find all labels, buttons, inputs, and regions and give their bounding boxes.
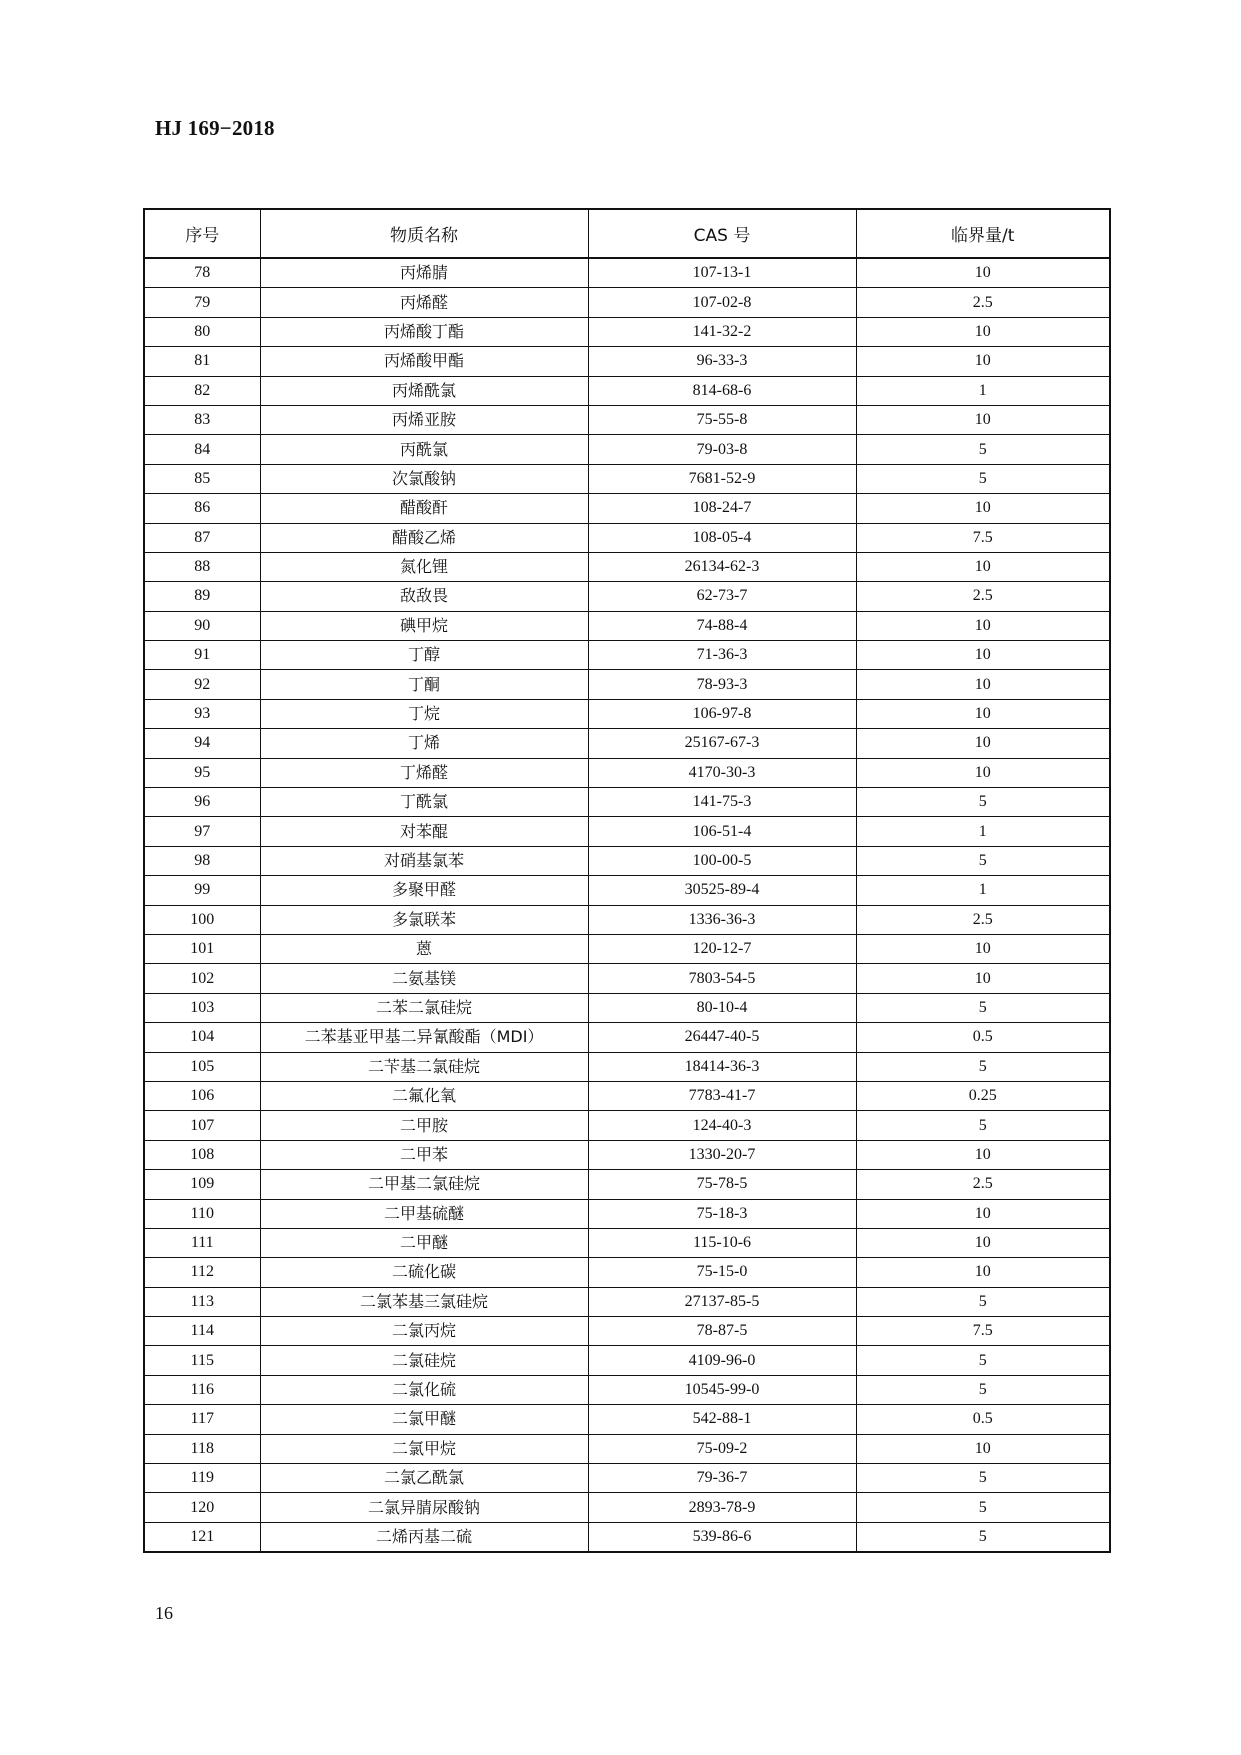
substance-name: 二甲醚 xyxy=(260,1228,588,1257)
cas-number: 106-97-8 xyxy=(588,699,856,728)
table-row xyxy=(144,435,1110,464)
column-header-number: 序号 xyxy=(144,209,260,258)
table-row xyxy=(144,552,1110,581)
column-header-cas-number: CAS 号 xyxy=(588,209,856,258)
cas-number: 25167-67-3 xyxy=(588,729,856,758)
row-number: 104 xyxy=(144,1023,260,1052)
threshold-quantity: 10 xyxy=(856,405,1110,434)
cas-number: 2893-78-9 xyxy=(588,1493,856,1522)
table-row xyxy=(144,523,1110,552)
row-number: 95 xyxy=(144,758,260,787)
substance-name: 丙烯醛 xyxy=(260,288,588,317)
cas-number: 107-02-8 xyxy=(588,288,856,317)
cas-number: 75-55-8 xyxy=(588,405,856,434)
threshold-quantity: 1 xyxy=(856,817,1110,846)
row-number: 103 xyxy=(144,993,260,1022)
threshold-quantity: 0.25 xyxy=(856,1081,1110,1110)
table-row xyxy=(144,405,1110,434)
threshold-quantity: 5 xyxy=(856,1522,1110,1552)
cas-number: 79-03-8 xyxy=(588,435,856,464)
threshold-quantity: 5 xyxy=(856,1287,1110,1316)
threshold-quantity: 10 xyxy=(856,1258,1110,1287)
cas-number: 78-93-3 xyxy=(588,670,856,699)
threshold-quantity: 5 xyxy=(856,846,1110,875)
threshold-quantity: 5 xyxy=(856,464,1110,493)
table-row xyxy=(144,1199,1110,1228)
table-row xyxy=(144,1375,1110,1404)
table-row xyxy=(144,758,1110,787)
substance-name: 二苯基亚甲基二异氰酸酯（MDI） xyxy=(260,1023,588,1052)
table-row xyxy=(144,1258,1110,1287)
substance-name: 氮化锂 xyxy=(260,552,588,581)
threshold-quantity: 10 xyxy=(856,641,1110,670)
substance-name: 多氯联苯 xyxy=(260,905,588,934)
substance-name: 多聚甲醛 xyxy=(260,876,588,905)
threshold-quantity: 10 xyxy=(856,347,1110,376)
substance-name: 丁烯 xyxy=(260,729,588,758)
row-number: 78 xyxy=(144,258,260,288)
row-number: 117 xyxy=(144,1405,260,1434)
substance-name: 丙烯腈 xyxy=(260,258,588,288)
column-header-substance-name: 物质名称 xyxy=(260,209,588,258)
cas-number: 71-36-3 xyxy=(588,641,856,670)
table-row xyxy=(144,1346,1110,1375)
threshold-quantity: 7.5 xyxy=(856,523,1110,552)
row-number: 85 xyxy=(144,464,260,493)
row-number: 82 xyxy=(144,376,260,405)
table-row xyxy=(144,1522,1110,1552)
threshold-quantity: 10 xyxy=(856,670,1110,699)
substance-name: 二氯异腈尿酸钠 xyxy=(260,1493,588,1522)
threshold-quantity: 10 xyxy=(856,1434,1110,1463)
row-number: 91 xyxy=(144,641,260,670)
table-row xyxy=(144,934,1110,963)
cas-number: 27137-85-5 xyxy=(588,1287,856,1316)
table-row xyxy=(144,670,1110,699)
row-number: 107 xyxy=(144,1111,260,1140)
row-number: 97 xyxy=(144,817,260,846)
cas-number: 7803-54-5 xyxy=(588,964,856,993)
substance-name: 对硝基氯苯 xyxy=(260,846,588,875)
threshold-quantity: 2.5 xyxy=(856,582,1110,611)
table-row xyxy=(144,347,1110,376)
cas-number: 141-32-2 xyxy=(588,317,856,346)
table-row xyxy=(144,317,1110,346)
table-row xyxy=(144,876,1110,905)
table-header-row xyxy=(144,209,1110,258)
substance-name: 二甲胺 xyxy=(260,1111,588,1140)
substance-name: 敌敌畏 xyxy=(260,582,588,611)
table-row xyxy=(144,993,1110,1022)
substance-name: 二氯甲烷 xyxy=(260,1434,588,1463)
cas-number: 26134-62-3 xyxy=(588,552,856,581)
threshold-quantity: 5 xyxy=(856,1375,1110,1404)
row-number: 112 xyxy=(144,1258,260,1287)
cas-number: 4170-30-3 xyxy=(588,758,856,787)
row-number: 80 xyxy=(144,317,260,346)
cas-number: 75-18-3 xyxy=(588,1199,856,1228)
table-row xyxy=(144,1317,1110,1346)
cas-number: 539-86-6 xyxy=(588,1522,856,1552)
row-number: 79 xyxy=(144,288,260,317)
cas-number: 4109-96-0 xyxy=(588,1346,856,1375)
substance-name: 丁醇 xyxy=(260,641,588,670)
table-row xyxy=(144,1140,1110,1169)
cas-number: 75-09-2 xyxy=(588,1434,856,1463)
threshold-quantity: 5 xyxy=(856,1493,1110,1522)
table-row xyxy=(144,817,1110,846)
threshold-quantity: 5 xyxy=(856,1464,1110,1493)
row-number: 94 xyxy=(144,729,260,758)
substance-name: 丁酰氯 xyxy=(260,788,588,817)
column-header-threshold: 临界量/t xyxy=(856,209,1110,258)
row-number: 111 xyxy=(144,1228,260,1257)
threshold-quantity: 10 xyxy=(856,964,1110,993)
threshold-quantity: 10 xyxy=(856,758,1110,787)
threshold-quantity: 10 xyxy=(856,1199,1110,1228)
threshold-quantity: 2.5 xyxy=(856,1170,1110,1199)
substance-name: 二氯化硫 xyxy=(260,1375,588,1404)
substance-name: 二硫化碳 xyxy=(260,1258,588,1287)
substance-name: 丙烯酸甲酯 xyxy=(260,347,588,376)
substance-name: 丁酮 xyxy=(260,670,588,699)
table-row xyxy=(144,1464,1110,1493)
substance-name: 丙烯酸丁酯 xyxy=(260,317,588,346)
cas-number: 26447-40-5 xyxy=(588,1023,856,1052)
cas-number: 1330-20-7 xyxy=(588,1140,856,1169)
row-number: 102 xyxy=(144,964,260,993)
substance-name: 丁烯醛 xyxy=(260,758,588,787)
table-row xyxy=(144,1111,1110,1140)
substance-name: 二甲基二氯硅烷 xyxy=(260,1170,588,1199)
threshold-quantity: 2.5 xyxy=(856,905,1110,934)
row-number: 98 xyxy=(144,846,260,875)
substance-name: 二氯甲醚 xyxy=(260,1405,588,1434)
table-row xyxy=(144,288,1110,317)
row-number: 120 xyxy=(144,1493,260,1522)
substance-name: 丙烯亚胺 xyxy=(260,405,588,434)
table-row xyxy=(144,964,1110,993)
table-row xyxy=(144,258,1110,288)
table-row xyxy=(144,376,1110,405)
cas-number: 107-13-1 xyxy=(588,258,856,288)
cas-number: 79-36-7 xyxy=(588,1464,856,1493)
cas-number: 96-33-3 xyxy=(588,347,856,376)
cas-number: 18414-36-3 xyxy=(588,1052,856,1081)
row-number: 87 xyxy=(144,523,260,552)
cas-number: 74-88-4 xyxy=(588,611,856,640)
substance-name: 二氟化氧 xyxy=(260,1081,588,1110)
substance-name: 二甲基硫醚 xyxy=(260,1199,588,1228)
row-number: 90 xyxy=(144,611,260,640)
cas-number: 115-10-6 xyxy=(588,1228,856,1257)
cas-number: 124-40-3 xyxy=(588,1111,856,1140)
hazardous-substances-table xyxy=(143,208,1111,1553)
row-number: 118 xyxy=(144,1434,260,1463)
row-number: 81 xyxy=(144,347,260,376)
substance-name: 对苯醌 xyxy=(260,817,588,846)
table-row xyxy=(144,729,1110,758)
table-row xyxy=(144,1170,1110,1199)
row-number: 88 xyxy=(144,552,260,581)
threshold-quantity: 10 xyxy=(856,1228,1110,1257)
table-row xyxy=(144,1023,1110,1052)
cas-number: 100-00-5 xyxy=(588,846,856,875)
row-number: 96 xyxy=(144,788,260,817)
table-row xyxy=(144,611,1110,640)
table-row xyxy=(144,641,1110,670)
table-row xyxy=(144,1434,1110,1463)
row-number: 116 xyxy=(144,1375,260,1404)
cas-number: 141-75-3 xyxy=(588,788,856,817)
cas-number: 106-51-4 xyxy=(588,817,856,846)
row-number: 89 xyxy=(144,582,260,611)
substance-name: 二烯丙基二硫 xyxy=(260,1522,588,1552)
threshold-quantity: 5 xyxy=(856,435,1110,464)
cas-number: 80-10-4 xyxy=(588,993,856,1022)
substance-name: 次氯酸钠 xyxy=(260,464,588,493)
threshold-quantity: 10 xyxy=(856,611,1110,640)
cas-number: 30525-89-4 xyxy=(588,876,856,905)
threshold-quantity: 0.5 xyxy=(856,1023,1110,1052)
row-number: 110 xyxy=(144,1199,260,1228)
threshold-quantity: 5 xyxy=(856,993,1110,1022)
row-number: 92 xyxy=(144,670,260,699)
substance-name: 二苯二氯硅烷 xyxy=(260,993,588,1022)
table-row xyxy=(144,494,1110,523)
cas-number: 62-73-7 xyxy=(588,582,856,611)
substance-name: 二苄基二氯硅烷 xyxy=(260,1052,588,1081)
table-row xyxy=(144,846,1110,875)
row-number: 105 xyxy=(144,1052,260,1081)
cas-number: 7783-41-7 xyxy=(588,1081,856,1110)
table-body xyxy=(144,258,1110,1552)
substance-name: 醋酸酐 xyxy=(260,494,588,523)
row-number: 108 xyxy=(144,1140,260,1169)
row-number: 101 xyxy=(144,934,260,963)
row-number: 86 xyxy=(144,494,260,523)
substance-name: 二甲苯 xyxy=(260,1140,588,1169)
threshold-quantity: 10 xyxy=(856,494,1110,523)
substance-name: 二氯乙酰氯 xyxy=(260,1464,588,1493)
table-row xyxy=(144,1493,1110,1522)
row-number: 84 xyxy=(144,435,260,464)
cas-number: 814-68-6 xyxy=(588,376,856,405)
cas-number: 1336-36-3 xyxy=(588,905,856,934)
substance-name: 丁烷 xyxy=(260,699,588,728)
threshold-quantity: 1 xyxy=(856,376,1110,405)
document-code: HJ 169−2018 xyxy=(155,116,275,140)
row-number: 114 xyxy=(144,1317,260,1346)
threshold-quantity: 5 xyxy=(856,1346,1110,1375)
threshold-quantity: 10 xyxy=(856,317,1110,346)
threshold-quantity: 10 xyxy=(856,729,1110,758)
row-number: 109 xyxy=(144,1170,260,1199)
threshold-quantity: 10 xyxy=(856,699,1110,728)
cas-number: 120-12-7 xyxy=(588,934,856,963)
row-number: 113 xyxy=(144,1287,260,1316)
row-number: 99 xyxy=(144,876,260,905)
row-number: 83 xyxy=(144,405,260,434)
substance-name: 二氯丙烷 xyxy=(260,1317,588,1346)
threshold-quantity: 0.5 xyxy=(856,1405,1110,1434)
cas-number: 75-15-0 xyxy=(588,1258,856,1287)
threshold-quantity: 2.5 xyxy=(856,288,1110,317)
row-number: 119 xyxy=(144,1464,260,1493)
row-number: 121 xyxy=(144,1522,260,1552)
cas-number: 542-88-1 xyxy=(588,1405,856,1434)
row-number: 93 xyxy=(144,699,260,728)
table-row xyxy=(144,1228,1110,1257)
cas-number: 10545-99-0 xyxy=(588,1375,856,1404)
substance-name: 碘甲烷 xyxy=(260,611,588,640)
substance-name: 二氯苯基三氯硅烷 xyxy=(260,1287,588,1316)
threshold-quantity: 1 xyxy=(856,876,1110,905)
table-row xyxy=(144,788,1110,817)
threshold-quantity: 7.5 xyxy=(856,1317,1110,1346)
page-number: 16 xyxy=(155,1603,173,1623)
row-number: 115 xyxy=(144,1346,260,1375)
threshold-quantity: 10 xyxy=(856,1140,1110,1169)
table-row xyxy=(144,1081,1110,1110)
row-number: 100 xyxy=(144,905,260,934)
threshold-quantity: 10 xyxy=(856,258,1110,288)
threshold-quantity: 10 xyxy=(856,552,1110,581)
table-row xyxy=(144,1287,1110,1316)
threshold-quantity: 10 xyxy=(856,934,1110,963)
row-number: 106 xyxy=(144,1081,260,1110)
threshold-quantity: 5 xyxy=(856,1111,1110,1140)
table-row xyxy=(144,582,1110,611)
table-row xyxy=(144,1052,1110,1081)
substance-name: 丙烯酰氯 xyxy=(260,376,588,405)
table-row xyxy=(144,905,1110,934)
cas-number: 75-78-5 xyxy=(588,1170,856,1199)
threshold-quantity: 5 xyxy=(856,788,1110,817)
table-row xyxy=(144,699,1110,728)
threshold-quantity: 5 xyxy=(856,1052,1110,1081)
substance-name: 丙酰氯 xyxy=(260,435,588,464)
cas-number: 108-05-4 xyxy=(588,523,856,552)
cas-number: 78-87-5 xyxy=(588,1317,856,1346)
substance-name: 二氯硅烷 xyxy=(260,1346,588,1375)
table-row xyxy=(144,1405,1110,1434)
table-row xyxy=(144,464,1110,493)
cas-number: 108-24-7 xyxy=(588,494,856,523)
substance-name: 二氨基镁 xyxy=(260,964,588,993)
substance-name: 蒽 xyxy=(260,934,588,963)
cas-number: 7681-52-9 xyxy=(588,464,856,493)
substance-name: 醋酸乙烯 xyxy=(260,523,588,552)
